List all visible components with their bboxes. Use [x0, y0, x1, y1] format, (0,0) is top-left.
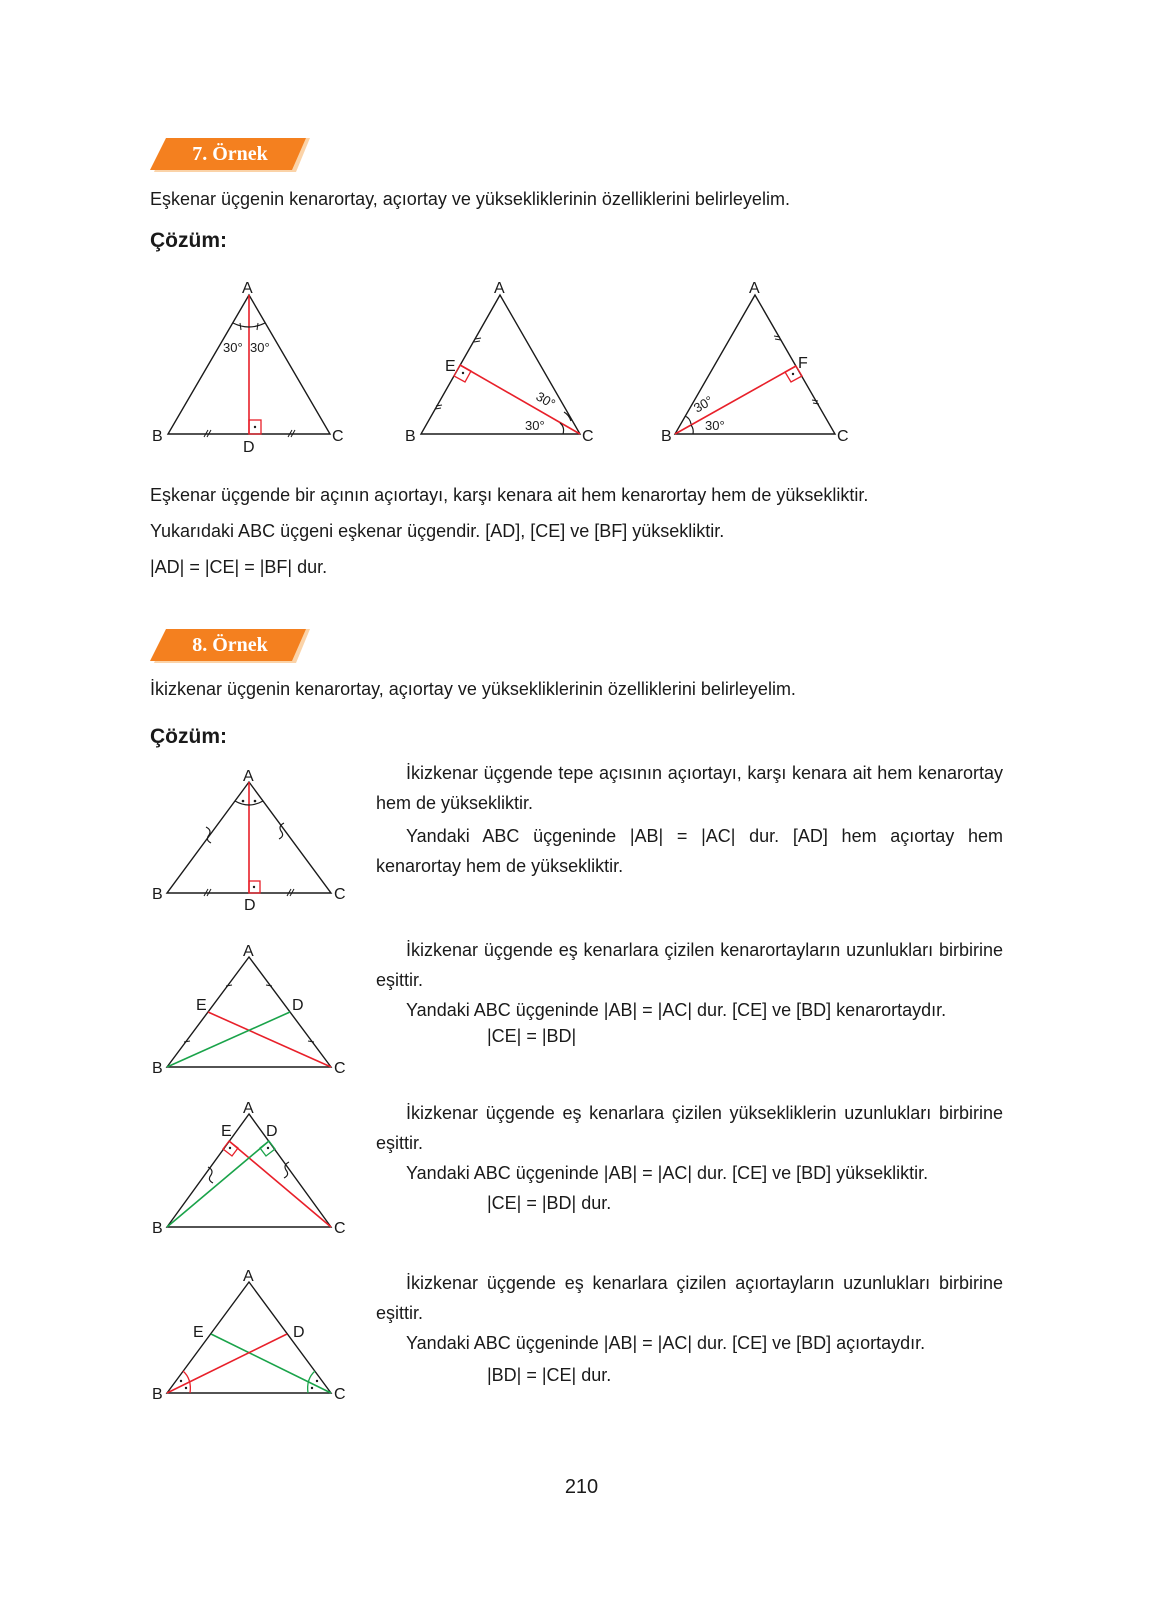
vertex-label: A: [494, 280, 505, 297]
example-8-title: 8. Örnek: [192, 634, 268, 656]
vertex-label: B: [661, 428, 672, 445]
example-8-block-1-text: [376, 758, 1003, 881]
vertex-label: E: [445, 358, 456, 375]
angle-label: 30°: [533, 388, 559, 412]
paragraph: İkizkenar üçgende eş kenarlara çizilen yüksekliklerin uzunlukları birbirine eşittir.: [376, 1103, 1003, 1153]
vertex-label: C: [837, 428, 849, 445]
vertex-label: E: [196, 997, 207, 1014]
paragraph: Yandaki ABC üçgeninde |AB| = |AC| dur. [AD] hem açıortay hem kenarortay hem de yüksekliktir.: [376, 826, 1003, 876]
vertex-label: C: [334, 1060, 346, 1077]
example-8-badge: [150, 629, 310, 667]
vertex-label: B: [152, 1220, 163, 1237]
vertex-label: B: [152, 1386, 163, 1403]
example-8-block-4-equation: |BD| = |CE| dur.: [487, 1365, 612, 1385]
equilateral-figure-3: [657, 275, 857, 455]
isosceles-figure-4: [148, 1265, 358, 1410]
vertex-label: A: [243, 1268, 254, 1285]
angle-label: 30°: [223, 340, 243, 355]
example-8-block-3-text: [376, 1098, 1003, 1188]
paragraph: Yandaki ABC üçgeninde |AB| = |AC| dur. [CE] ve [BD] açıortaydır.: [406, 1333, 926, 1353]
paragraph: Yandaki ABC üçgeninde |AB| = |AC| dur. [CE] ve [BD] kenarortaydır.: [406, 1000, 947, 1020]
vertex-label: B: [152, 428, 163, 445]
vertex-label: A: [242, 280, 253, 297]
paragraph: İkizkenar üçgende eş kenarlara çizilen kenarortayların uzunlukları birbirine eşittir.: [376, 940, 1003, 990]
isosceles-figure-1: [148, 765, 358, 915]
vertex-label: D: [244, 897, 256, 914]
vertex-label: D: [292, 997, 304, 1014]
example-7-solution-label: Çözüm:: [150, 229, 227, 252]
vertex-label: D: [243, 439, 255, 455]
vertex-label: A: [749, 280, 760, 297]
example-8-block-4-text: [376, 1268, 1003, 1358]
example-8-block-2-text: [376, 935, 1003, 1025]
example-7-line-1: Eşkenar üçgende bir açının açıortayı, karşı kenara ait hem kenarortay hem de yüksekliktir.: [150, 485, 869, 505]
vertex-label: F: [798, 355, 808, 372]
example-8-solution-label: Çözüm:: [150, 725, 227, 748]
vertex-label: C: [334, 1386, 346, 1403]
example-8-block-3-equation: |CE| = |BD| dur.: [487, 1193, 612, 1213]
equilateral-figure-2: [403, 275, 603, 455]
example-8-block-2-equation: |CE| = |BD|: [487, 1026, 577, 1046]
vertex-label: E: [193, 1324, 204, 1341]
angle-label: 30°: [250, 340, 270, 355]
vertex-label: B: [405, 428, 416, 445]
vertex-label: A: [243, 943, 254, 960]
paragraph: İkizkenar üçgende eş kenarlara çizilen açıortayların uzunlukları birbirine eşittir.: [376, 1273, 1003, 1323]
isosceles-figure-2: [148, 940, 358, 1080]
example-7-badge: [150, 138, 310, 176]
vertex-label: E: [221, 1123, 232, 1140]
angle-label: 30°: [525, 418, 545, 433]
vertex-label: C: [334, 1220, 346, 1237]
vertex-label: D: [293, 1324, 305, 1341]
vertex-label: B: [152, 1060, 163, 1077]
example-7-title: 7. Örnek: [192, 143, 268, 165]
vertex-label: D: [266, 1123, 278, 1140]
vertex-label: B: [152, 886, 163, 903]
angle-label: 30°: [705, 418, 725, 433]
equilateral-figure-1: [150, 275, 350, 455]
vertex-label: C: [582, 428, 594, 445]
example-7-statement: Eşkenar üçgenin kenarortay, açıortay ve yüksekliklerinin özelliklerini belirleyelim.: [150, 189, 790, 209]
example-7-line-2: Yukarıdaki ABC üçgeni eşkenar üçgendir. [AD], [CE] ve [BF] yüksekliktir.: [150, 521, 725, 541]
page-number: 210: [564, 1476, 599, 1498]
vertex-label: A: [243, 1100, 254, 1117]
paragraph: İkizkenar üçgende tepe açısının açıortayı, karşı kenara ait hem kenarortay hem de yüksekliktir.: [376, 763, 1003, 813]
isosceles-figure-3: [148, 1097, 358, 1242]
vertex-label: C: [332, 428, 344, 445]
angle-label: 30°: [691, 392, 716, 416]
example-8-statement: İkizkenar üçgenin kenarortay, açıortay ve yüksekliklerinin özelliklerini belirleyelim.: [150, 679, 796, 699]
vertex-label: A: [243, 768, 254, 785]
paragraph: Yandaki ABC üçgeninde |AB| = |AC| dur. [CE] ve [BD] yüksekliktir.: [406, 1163, 929, 1183]
vertex-label: C: [334, 886, 346, 903]
example-7-line-3: |AD| = |CE| = |BF| dur.: [150, 557, 328, 577]
